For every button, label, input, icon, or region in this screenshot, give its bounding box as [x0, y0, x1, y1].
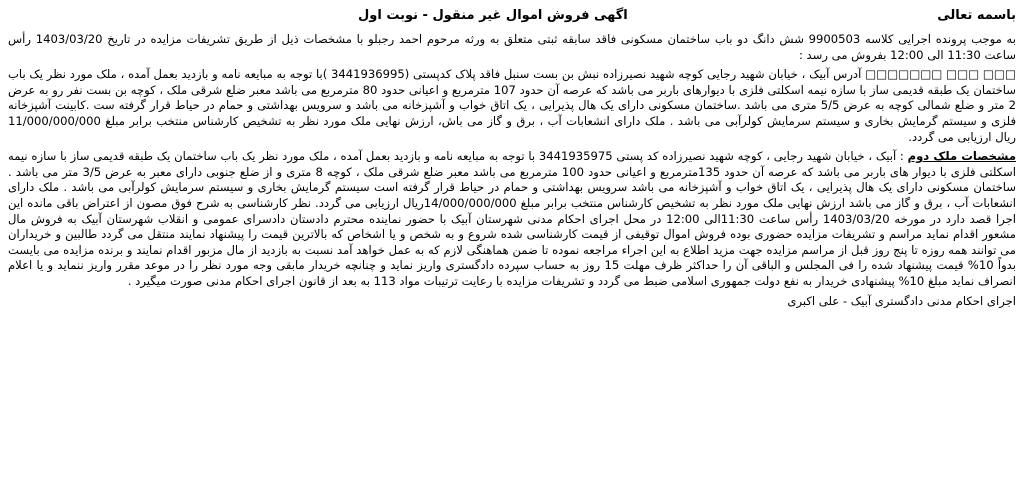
- header: [8, 6, 1016, 26]
- property-two-label: مشخصات ملک دوم: [907, 149, 1016, 164]
- property-one-paragraph: [8, 67, 1016, 145]
- property-one-label: □□□ □□□ □□□□□□□: [865, 67, 1016, 82]
- notice-title: اگهی فروش اموال غیر منقول - نوبت اول: [358, 8, 628, 24]
- property-two-paragraph: [8, 149, 1016, 289]
- intro-paragraph: به موجب پرونده اجرایی کلاسه 9900503 شش دانگ دو باب ساختمان مسکونی فاقد سابقه ثبتی متعلق به ورثه مرحوم احمد رجبلو با مشخصات ذیل از طریق تشریفات مزایده در تاریخ 1403/03/20 رأس ساعت 11:30 الی 12:00 بفروش می رسد :: [8, 32, 1016, 62]
- signature: اجرای احکام مدنی دادگستری آبیک - علی اکبری: [787, 293, 1016, 308]
- bismillah: باسمه تعالی: [937, 8, 1016, 24]
- property-one-text: آدرس آبیک ، خیابان شهید رجایی کوچه شهید نصیرزاده نبش بن بست سنبل فاقد پلاک کدپستی (3441936995 )با توجه به مبایعه نامه و بازدید بعمل آمده ، ملک مورد نظر یک باب ساختمان یک طبقه قدیمی ساز با سازه نیمه اسکلتی فلزی با دیوارهای باربر می باشد که عرصه آن حدود 107 مترمربع و اعیانی حدود 80 مترمربع می باشد معبر ضلع شرقی ملک ، کوچه بن بست نفر رو به عرض 2 متر و ضلع شمالی کوچه به عرض 5/5 متری می باشد .ساختمان مسکونی دارای یک هال پذیرایی ، یک اتاق خواب و آشپزخانه می باشد و سرویس بهداشتی و حمام در حیاط قرار گرفته ست .کابینت آشپزخانه فلزی و سیستم گرمایش بخاری و سیستم سرمایش کولرآبی می باشد . ملک دارای انشعابات آب ، برق و گاز می باش، ارزش نهایی ملک مورد نظر به تشخیص کارشناس منتخب برابر مبلغ 11/000/000/000 ریال ارزیابی می گردد.: [8, 67, 1017, 144]
- property-two-text: : آبیک ، خیابان شهید رجایی ، کوچه شهید نصیرزاده کد پستی 3441935975 با توجه به مبایعه نامه و بازدید بعمل آمده ، ملک مورد نظر یک باب ساختمان یک طبقه قدیمی ساز با سازه نیمه اسکلتی فلزی با دیوار های باربر می باشد که عرصه آن حدود 135مترمربع و اعیانی حدود 100 مترمربع می باشد معبر ضلع شرقی ملک ، کوچه 8 متری و از ضلع جنوبی دارای معبر به عرض 3/5 متر می باشد . ساختمان مسکونی دارای یک هال پذیرایی ، یک اتاق خواب و آشپزخانه می باشد سرویس بهداشتی و حمام در حیاط قرار گرفته است سیستم گرمایش بخاری و سیستم سرمایش کولرآبی می باشد . ملک دارای انشعابات آب ، برق و گاز می باشد ارزش نهایی ملک مورد نظر به تشخیص کارشناس منتخب برابر مبلغ 14/000/000/000ریال ارزیابی می گردد. نظر کارشناسی به شرح فوق مصون از اعتراض باقی مانده این اجرا قصد دارد در مورخه 1403/03/20 رأس ساعت 11:30الی 12:00 در محل اجرای احکام مدنی شهرستان آبیک با حضور نماینده محترم دادستان دادسرای عمومی و انقلاب شهرستان آبیک به فروش مال مشعور اقدام نماید مراسم و تشریفات مزایده حضوری بوده فروش اموال توقیفی از قیمت کارشناسی شده شروع و به شخص و یا اشخاص که بالاترین قیمت را پیشنهاد نمایند منتقل می گردد طالبین و خریداران می توانند همه روزه تا پنج روز قبل از مراسم مزایده جهت مزید اطلاع به این اجراء مراجعه نموده تا ضمن هماهنگی لازم که به عمل خواهد آمد نسبت به بازدید از مال مزبور اقدام نمایند و برنده مزایده می بایست بدواً 10% قیمت پیشنهاد شده را فی المجلس و الباقی آن را حداکثر ظرف مهلت 15 روز به حساب سپرده دادگستری واریز نماید و چنانچه خریدار مابقی وجه مورد نظر را در موعد مقرر واریز ننماید و یا اعلام انصراف نماید مبلغ 10% پیشنهادی خریدار به نفع دولت جمهوری اسلامی ضبط می گردد و تشریفات مزایده با رعایت ترتیبات مواد 113 به بعد از قانون اجرای احکام مدنی صورت میگیرد .: [8, 149, 1017, 288]
